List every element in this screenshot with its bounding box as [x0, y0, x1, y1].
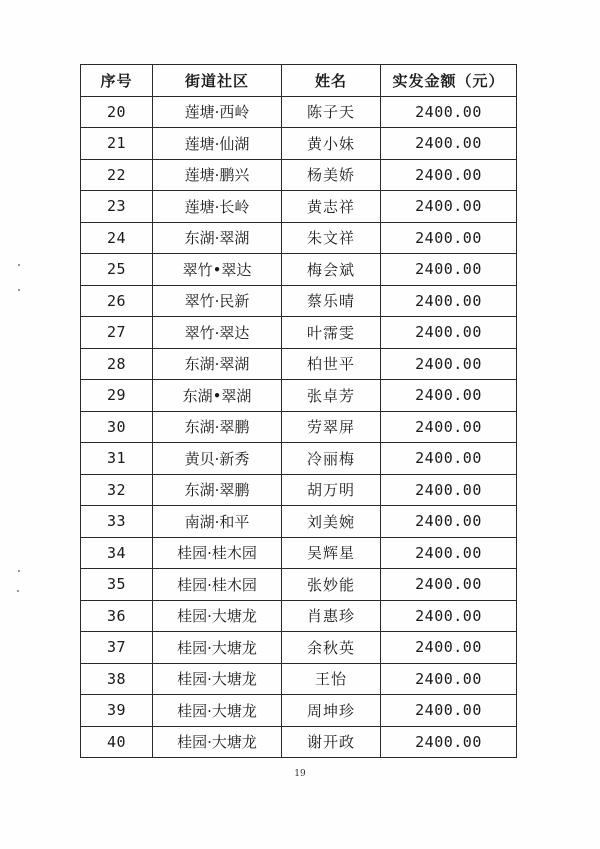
row-community: 桂园·桂木园	[153, 537, 282, 569]
row-name: 冷丽梅	[282, 443, 381, 475]
row-community: 桂园·桂木园	[153, 569, 282, 601]
table-row	[81, 348, 517, 380]
table-row	[81, 96, 517, 128]
row-community: 莲塘·仙湖	[153, 128, 282, 160]
table-row	[81, 600, 517, 632]
table-row	[81, 254, 517, 286]
row-community: 桂园·大塘龙	[153, 632, 282, 664]
table-row	[81, 726, 517, 758]
header-name: 姓名	[282, 65, 381, 97]
row-name: 张妙能	[282, 569, 381, 601]
row-name: 谢开政	[282, 726, 381, 758]
row-seq: 35	[81, 569, 153, 601]
row-name: 黄小妹	[282, 128, 381, 160]
row-amount: 2400.00	[381, 663, 517, 695]
row-community: 东湖·翠鹏	[153, 411, 282, 443]
row-community: 莲塘·西岭	[153, 96, 282, 128]
row-amount: 2400.00	[381, 537, 517, 569]
row-community: 莲塘·长岭	[153, 191, 282, 223]
table-row	[81, 695, 517, 727]
table-row	[81, 128, 517, 160]
table-row	[81, 632, 517, 664]
row-seq: 23	[81, 191, 153, 223]
scan-speck	[18, 264, 20, 266]
row-amount: 2400.00	[381, 411, 517, 443]
table-row	[81, 222, 517, 254]
row-amount: 2400.00	[381, 600, 517, 632]
row-amount: 2400.00	[381, 159, 517, 191]
row-community: 南湖·和平	[153, 506, 282, 538]
row-community: 东湖·翠湖	[153, 222, 282, 254]
row-community: 东湖·翠鹏	[153, 474, 282, 506]
row-seq: 30	[81, 411, 153, 443]
row-seq: 26	[81, 285, 153, 317]
row-name: 王怡	[282, 663, 381, 695]
payment-table	[80, 64, 517, 758]
row-community: 桂园·大塘龙	[153, 600, 282, 632]
row-seq: 24	[81, 222, 153, 254]
row-amount: 2400.00	[381, 128, 517, 160]
row-seq: 27	[81, 317, 153, 349]
row-community: 翠竹•翠达	[153, 254, 282, 286]
row-seq: 33	[81, 506, 153, 538]
row-community: 东湖•翠湖	[153, 380, 282, 412]
scan-speck	[17, 590, 19, 592]
row-name: 叶霈雯	[282, 317, 381, 349]
row-amount: 2400.00	[381, 222, 517, 254]
table-row	[81, 317, 517, 349]
row-seq: 25	[81, 254, 153, 286]
row-community: 翠竹·翠达	[153, 317, 282, 349]
row-amount: 2400.00	[381, 632, 517, 664]
table-row	[81, 191, 517, 223]
row-amount: 2400.00	[381, 96, 517, 128]
header-community: 街道社区	[153, 65, 282, 97]
row-seq: 28	[81, 348, 153, 380]
row-community: 东湖·翠湖	[153, 348, 282, 380]
row-community: 桂园·大塘龙	[153, 726, 282, 758]
scan-speck	[18, 289, 20, 291]
row-amount: 2400.00	[381, 695, 517, 727]
row-name: 余秋英	[282, 632, 381, 664]
row-community: 黄贝·新秀	[153, 443, 282, 475]
row-amount: 2400.00	[381, 285, 517, 317]
row-name: 肖惠珍	[282, 600, 381, 632]
row-name: 梅会斌	[282, 254, 381, 286]
table-row	[81, 506, 517, 538]
row-amount: 2400.00	[381, 254, 517, 286]
table-row	[81, 443, 517, 475]
row-seq: 38	[81, 663, 153, 695]
row-seq: 40	[81, 726, 153, 758]
row-community: 桂园·大塘龙	[153, 663, 282, 695]
row-community: 桂园·大塘龙	[153, 695, 282, 727]
table-header-row	[81, 65, 517, 97]
row-amount: 2400.00	[381, 726, 517, 758]
row-seq: 31	[81, 443, 153, 475]
row-seq: 39	[81, 695, 153, 727]
table-row	[81, 285, 517, 317]
row-name: 刘美婉	[282, 506, 381, 538]
row-seq: 37	[81, 632, 153, 664]
row-amount: 2400.00	[381, 191, 517, 223]
row-name: 杨美娇	[282, 159, 381, 191]
row-name: 柏世平	[282, 348, 381, 380]
row-seq: 32	[81, 474, 153, 506]
table-row	[81, 537, 517, 569]
header-amount: 实发金额（元）	[381, 65, 517, 97]
row-name: 张卓芳	[282, 380, 381, 412]
row-seq: 29	[81, 380, 153, 412]
scan-speck	[18, 570, 20, 572]
row-name: 黄志祥	[282, 191, 381, 223]
row-name: 周坤珍	[282, 695, 381, 727]
row-name: 朱文祥	[282, 222, 381, 254]
table-row	[81, 380, 517, 412]
table-row	[81, 474, 517, 506]
row-amount: 2400.00	[381, 474, 517, 506]
table-row	[81, 569, 517, 601]
table-row	[81, 663, 517, 695]
row-amount: 2400.00	[381, 443, 517, 475]
row-seq: 20	[81, 96, 153, 128]
row-seq: 34	[81, 537, 153, 569]
row-amount: 2400.00	[381, 317, 517, 349]
row-amount: 2400.00	[381, 348, 517, 380]
row-name: 吴辉星	[282, 537, 381, 569]
row-name: 胡万明	[282, 474, 381, 506]
row-amount: 2400.00	[381, 380, 517, 412]
row-name: 蔡乐晴	[282, 285, 381, 317]
row-seq: 22	[81, 159, 153, 191]
header-seq: 序号	[81, 65, 153, 97]
row-name: 陈子天	[282, 96, 381, 128]
row-seq: 36	[81, 600, 153, 632]
row-amount: 2400.00	[381, 569, 517, 601]
table-row	[81, 411, 517, 443]
table-row	[81, 159, 517, 191]
row-community: 翠竹·民新	[153, 285, 282, 317]
row-seq: 21	[81, 128, 153, 160]
row-amount: 2400.00	[381, 506, 517, 538]
row-community: 莲塘·鹏兴	[153, 159, 282, 191]
page-number: 19	[294, 769, 306, 779]
row-name: 劳翠屏	[282, 411, 381, 443]
